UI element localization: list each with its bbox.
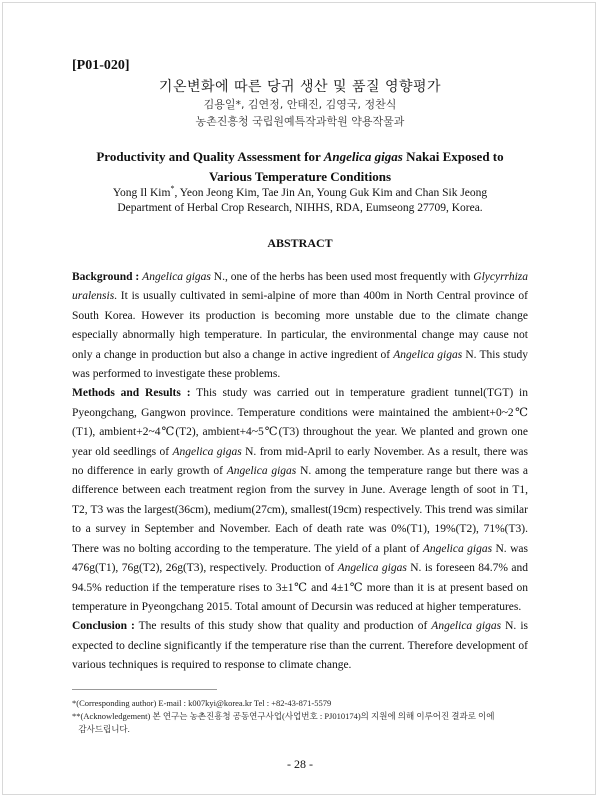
species-name: Angelica gigas (142, 271, 211, 283)
first-author: Yong Il Kim (112, 186, 171, 199)
abstract-text: N., one of the herbs has been used most frequently with (210, 271, 474, 283)
korean-authors: 김용일*, 김연정, 안태진, 김영국, 정찬식 (203, 98, 397, 111)
species-name: Angelica gigas (172, 445, 242, 458)
english-affiliation: Department of Herbal Crop Research, NIHHS, RDA, Eumseong 27709, Korea. (117, 202, 483, 214)
abstract-body (72, 268, 528, 676)
title-line2: Various Temperature Conditions (208, 169, 392, 184)
title-part: Nakai Exposed to (402, 149, 504, 164)
page-number: - 28 - (287, 757, 313, 771)
abstract-text: N. This study was performed to investigate these problems. (72, 348, 529, 381)
other-authors: , Yeon Jeong Kim, Tae Jin An, Young Guk Kim and Chan Sik Jeong (174, 186, 488, 199)
species-name: Angelica gigas (422, 542, 493, 555)
conclusion-label: Conclusion : (72, 620, 135, 633)
abstract-text: N. from mid-April to early November. As a result, there was no difference in early growth of (72, 445, 528, 478)
species-name: Angelica gigas (393, 348, 463, 361)
species-name: Glycyrrhiza uralensis (72, 271, 528, 303)
abstract-text: . It is usually cultivated in semi-alpine of more than 400m in North Central province of South Korea. However its production is becoming more unstable due to the climate change especially abnormally high temperature. In particular, the environmental change may cause not only a change in production but also a change in active ingredient of (72, 290, 528, 361)
english-title (0, 147, 600, 187)
species-name: Angelica gigas (226, 465, 297, 478)
abstract-text: N. among the temperature range but there was a difference between each treatment region from the survey in June. Average length of soot in T1, T2, T3 was the largest(36cm), medium(27cm), smallest(19cm) respectively. This trend was similar to a survey in September and November. Each of death rate was 0%(T1), 19%(T2), 71%(T3). There was no bolting according to the temperature. The yield of a plant of (72, 465, 529, 555)
acknowledgement-footnote-cont: 감사드립니다. (72, 724, 130, 734)
abstract-text: This study was carried out in temperature gradient tunnel(TGT) in Pyeongchang, Gangwon province. Temperature conditions were maintained the ambient+0~2℃ (T1), ambient+2~4℃(T2), ambient+4~5℃(T3) throughout the year. We planted and grown one year old seedlings of (72, 387, 528, 458)
corresponding-footnote: *(Corresponding author) E-mail : k007kyi@korea.kr Tel : +82-43-871-5579 (72, 698, 332, 708)
footnotes (72, 697, 542, 736)
species-name: Angelica gigas (431, 620, 502, 633)
abstract-text: N. is foreseen 84.7% and 94.5% reduction if the temperature rises to 3±1℃ and 4±1℃ more than it is at present based on temperature in Pyeongchang 2015. Total amount of Decursin was reduced at higher temperatures. (72, 562, 529, 613)
corresponding-mark: * (170, 184, 175, 193)
abstract-text: The results of this study show that quality and production of (134, 620, 432, 633)
abstract-heading: ABSTRACT (267, 236, 333, 250)
footnote-rule (72, 689, 217, 690)
title-species: Angelica gigas (323, 149, 403, 164)
poster-code: [P01-020] (72, 58, 130, 73)
korean-title: 기온변화에 따른 당귀 생산 및 품질 영향평가 (158, 79, 442, 95)
background-paragraph (72, 268, 528, 384)
methods-label: Methods and Results : (72, 387, 191, 400)
korean-affiliation: 농촌진흥청 국립원예특작과학원 약용작물과 (195, 115, 405, 128)
background-label: Background : (72, 271, 140, 283)
abstract-text: N. is expected to decline significantly if the temperature rise than the current. Therefore development of various techniques is required to response to climate change. (72, 620, 528, 672)
conclusion-paragraph (72, 617, 528, 675)
title-part: Productivity and Quality Assessment for (96, 149, 324, 164)
english-authors (0, 184, 600, 199)
methods-paragraph (72, 384, 528, 617)
species-name: Angelica gigas (337, 562, 407, 575)
abstract-text: N. was 476g(T1), 76g(T2), 26g(T3), respectively. Production of (72, 542, 529, 575)
acknowledgement-footnote: **(Acknowledgement) 본 연구는 농촌진흥청 공동연구사업(사업번호 : PJ010174)의 지원에 의해 이루어진 결과로 이에 (72, 711, 495, 721)
